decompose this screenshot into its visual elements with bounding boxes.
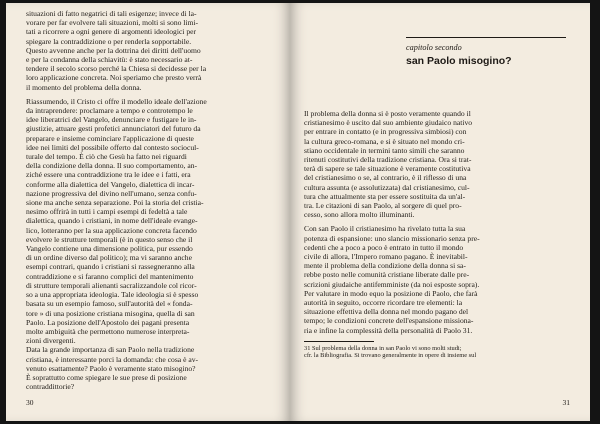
left-paragraph-2: Riassumendo, il Cristo ci offre il modello ideale dell'azione da intraprendere: proclamare a tempo e controtempo le idee liberatrici del Vangelo, denunciare e fustigare le in- giustizie, attuare gesti profetici annunciatori del futuro da preparare e insieme cominciare l'applicazione di queste idee nei limiti del possibile offerto dal contesto sociocul- turale del tempo. È ciò che Gesù ha fatto nei riguardi della condizione della donna. Il suo comportamento, an- ziché essere una contraddizione tra le idee e i fatti, era conforme alla dialettica del Vangelo, dialettica di incar- nazione progressiva del divino nell'umano, senza confu- sione ma anche senza separazione. Poi la storia del cristia- nesimo offrirà in tutti i campi esempi di fedeltà a tale dialettica, quando i cristiani, in nome dell'ideale evange- lico, lotteranno per la sua applicazione concreta facendo evolvere le strutture temporali (è in questo senso che il Vangelo contiene una dimensione politica, pur essendo di un ordine diverso dal politico); ma vi saranno anche esempi contrari, quando i cristiani si rassegneranno alla contraddizione e si faranno complici del mantenimento di strutture temporali alienanti sacralizzandole col ricor- so a una appropriata ideologia. Tale ideologia si è spesso basata su un esempio famoso, sull'autorità del « fonda- tore » di una posizione cristiana misogina, quella di san Paolo. La posizione dell'Apostolo dei pagani presenta molte ambiguità che permettono numerose interpreta- zioni divergenti. Data la grande importanza di san Paolo nella tradizione cristiana, è interessante porci la domanda: che cosa è av- venuto esattamente? Paolo è veramente stato misogino? È soprattutto come spiegare le sue prese di posizione contraddittorie? bbox=[26, 96, 207, 392]
chapter-rule bbox=[406, 37, 566, 38]
footnote: 31 Sul problema della donna in san Paolo vi sono molti studi; cfr. la Bibliografia. Si trovano generalmente in opere di insieme sul bbox=[304, 344, 477, 360]
left-paragraph-1: situazioni di fatto negatrici di tali esigenze; invece di la- vorare per far evolvere tali situazioni, molti si sono limi- tati a ricorrere a ogni genere di argomenti ideologici per spiegare la contraddizione o per renderla sopportabile. Questo avvenne anche per la dottrina dei diritti dell'uomo e per la condanna della schiavitù: è stato necessario at- tendere il secolo scorso perché la Chiesa si decidesse per la loro applicazione concreta. Noi speriamo che presto verrà il momento del problema della donna. bbox=[26, 9, 207, 92]
right-page bbox=[290, 3, 590, 421]
page-number-left: 30 bbox=[26, 398, 34, 407]
chapter-label: capitolo secondo bbox=[406, 43, 462, 52]
chapter-heading bbox=[406, 37, 572, 67]
right-paragraph-1: Il problema della donna si è posto veramente quando il cristianesimo è uscito dal suo ambiente giudaico nativo per entrare in contatto (e in progressiva simbiosi) con la cultura greco-romana, e si è situato nel mondo cri- stiano occidentale in termini tanto simili che saranno ritenuti costitutivi della tradizione cristiana. Ora si trat- terà di sapere se tale situazione è veramente costitutiva del cristianesimo o se, al contrario, è il riflesso di una cultura assunta (e assolutizzata) dal cristianesimo, cul- tura che attualmente sta per essere sostituita da un'al- tra. Le citazioni di san Paolo, al sorgere di quel pro- cesso, sono allora molto illuminanti. bbox=[304, 109, 473, 220]
right-paragraph-2: Con san Paolo il cristianesimo ha rivelato tutta la sua potenza di espansione: uno slancio missionario senza pre- cedenti che a poco a poco è entrato in tutto il mondo civile di allora, l'Impero romano pagano. È inevitabil- mente il problema della condizione della donna si sa- rebbe posto nelle comunità cristiane liberate dalle pre- scrizioni giudaiche antifemministe (da noi esposte sopra). Per valutare in modo equo la posizione di Paolo, che farà autorità in seguito, occorre ricordare tre elementi: la situazione effettiva della donna nel mondo pagano del tempo; le condizioni concrete dell'espansione missiona- ria e infine la complessità della personalità di Paolo 31. bbox=[304, 224, 480, 335]
footnote-rule bbox=[304, 341, 374, 342]
page-number-right: 31 bbox=[562, 398, 570, 407]
chapter-body bbox=[304, 109, 572, 360]
chapter-title: san Paolo misogino? bbox=[406, 55, 512, 67]
left-page bbox=[6, 3, 290, 421]
